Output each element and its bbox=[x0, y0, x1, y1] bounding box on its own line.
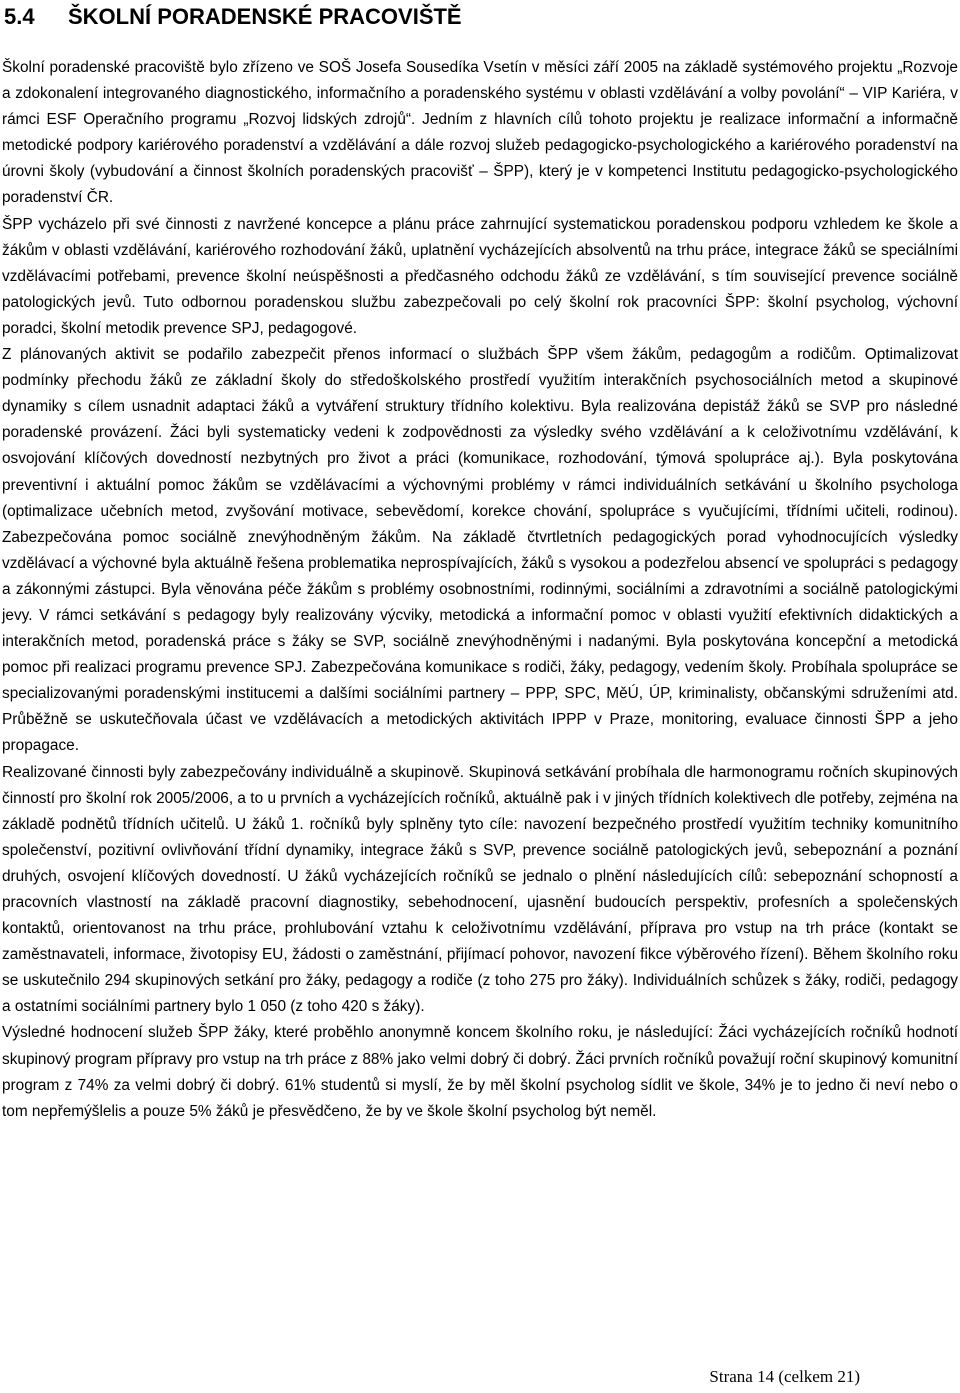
page-number-footer: Strana 14 (celkem 21) bbox=[709, 1367, 860, 1386]
section-heading bbox=[4, 4, 954, 30]
paragraph-evaluation: Výsledné hodnocení služeb ŠPP žáky, které proběhlo anonymně koncem školního roku, je následující: Žáci vycházejících ročníků hodnotí skupinový program přípravy pro vstup na trh práce z 88% jako velmi dobrý či dobrý. Žáci prvních ročníků považují roční skupinový komunitní program z 74% za velmi dobrý či dobrý. 61% studentů si myslí, že by měl školní psycholog sídlit ve škole, 34% je to jedno či neví nebo o tom nepřemýšlelis a pouze 5% žáků je přesvědčeno, že by ve škole školní psycholog být neměl. bbox=[2, 1024, 958, 1120]
paragraph-activities: ŠPP vycházelo při své činnosti z navržené koncepce a plánu práce zahrnující systematickou poradenskou podporu vzhledem ke škole a žákům v oblasti vzdělávání, kariérového rozhodování žáků, uplatnění vycházejících absolventů na trhu práce, integrace žáků se speciálními vzdělávacími potřebami, prevence školní neúspěšnosti a předčasného odchodu žáků ze vzdělávání, s tím související prevence sociálně patologických jevů. Tuto odbornou poradenskou službu zabezpečovali po celý školní rok pracovníci ŠPP: školní psycholog, výchovní poradci, školní metodik prevence SPJ, pedagogové. bbox=[2, 215, 958, 337]
paragraph-group-sessions: Realizované činnosti byly zabezpečovány individuálně a skupinově. Skupinová setkávání probíhala dle harmonogramu ročních skupinových činností pro školní rok 2005/2006, a to u prvních a vycházejících ročníků, aktuálně pak i v jiných třídních kolektivech dle potřeby, zejména na základě podnětů třídních učitelů. U žáků 1. ročníků byly splněny tyto cíle: navození bezpečného prostředí využitím techniky komunitního společenství, pozitivní ovlivňování třídní dynamiky, integrace žáků s SVP, prevence sociálně patologických jevů, sebepoznání a poznání druhých, osvojení klíčových dovedností. U žáků vycházejících ročníků se jednalo o plnění následujících cílů: sebepoznání schopností a pracovních vlastností na základě pracovní diagnostiky, sebehodnocení, ujasnění budoucích perspektiv, profesních a společenských kontaktů, orientovanost na trhu práce, prohlubování vztahu k celoživotnímu vzdělávání, příprava pro vstup na trh práce (kontakt se zaměstnavateli, informace, životopisy EU, žádosti o zaměstnání, přijímací pohovor, navození fikce výběrového řízení). Během školního roku se uskutečnilo 294 skupinových setkání pro žáky, pedagogy a rodiče (z toho 275 pro žáky). Individuálních schůzek s žáky, rodiči, pedagogy a ostatními sociálními partnery bylo 1 050 (z toho 420 s žáky). bbox=[2, 763, 958, 1016]
section-number: 5.4 bbox=[4, 4, 35, 29]
section-title: ŠKOLNÍ PORADENSKÉ PRACOVIŠTĚ bbox=[68, 4, 462, 29]
body-text bbox=[2, 55, 958, 1125]
paragraph-intro: Školní poradenské pracoviště bylo zřízeno ve SOŠ Josefa Sousedíka Vsetín v měsíci září 2005 na základě systémového projektu „Rozvoje a zdokonalení integrovaného diagnostického, informačního a poradenského systému v oblasti vzdělávání a volby povolání“ – VIP Kariéra, v rámci ESF Operačního programu „Rozvoj lidských zdrojů“. Jedním z hlavních cílů tohoto projektu je realizace informační a informačně metodické podpory kariérového poradenství a vzdělávání a dále rozvoj služeb pedagogicko-psychologického a kariérového poradenství na úrovni školy (vybudování a činnost školních poradenských pracovišť – ŠPP), který je v kompetenci Institutu pedagogicko-psychologického poradenství ČR. bbox=[2, 59, 958, 207]
paragraph-results: Z plánovaných aktivit se podařilo zabezpečit přenos informací o službách ŠPP všem žákům, pedagogům a rodičům. Optimalizovat podmínky přechodu žáků ze základní školy do středoškolského prostředí využitím interakčních psychosociálních metod a skupinové dynamiky s cílem usnadnit adaptaci žáků a vytváření struktury třídního kolektivu. Byla realizována depistáž žáků se SVP pro následné poradenské provázení. Žáci byli systematicky vedeni k zodpovědnosti za výsledky svého vzdělávání a k celoživotnímu vzdělávání, k osvojování klíčových dovedností nezbytných pro život a práci (komunikace, rozhodování, týmová spolupráce aj.). Byla poskytována preventivní i aktuální pomoc žákům se vzdělávacími a výchovnými problémy v rámci individuálních setkávání u školního psychologa (optimalizace učebních metod, zvyšování motivace, sebevědomí, korekce chování, spolupráce s vyučujícími, třídními učiteli, rodinou). Zabezpečována pomoc sociálně znevýhodněným žákům. Na základě čtvrtletních pedagogických porad vyhodnocujících výsledky vzdělávací a výchovné byla aktuálně řešena problematika neprospívajících, žáků s vysokou a podezřelou absencí ve spolupráci s pedagogy a zákonnými zástupci. Byla věnována péče žákům s problémy osobnostními, rodinnými, sociálními a zdravotními a sociálně patologickými jevy. V rámci setkávání s pedagogy byly realizovány výcviky, metodická a informační pomoc v oblasti využití efektivních didaktických a interakčních metod, poradenská práce s žáky se SVP, sociálně znevýhodněnými i nadanými. Byla poskytována koncepční a metodická pomoc při realizaci programu prevence SPJ. Zabezpečována komunikace s rodiči, žáky, pedagogy, vedením školy. Probíhala spolupráce se specializovanými poradenskými institucemi a dalšími sociálními partnery – PPP, SPC, MěÚ, ÚP, kriminalisty, občanskými sdruženími atd. Průběžně se uskutečňovala účast ve vzdělávacích a metodických aktivitách IPPP v Praze, monitoring, evaluace činnosti ŠPP a jeho propagace. bbox=[2, 346, 958, 755]
